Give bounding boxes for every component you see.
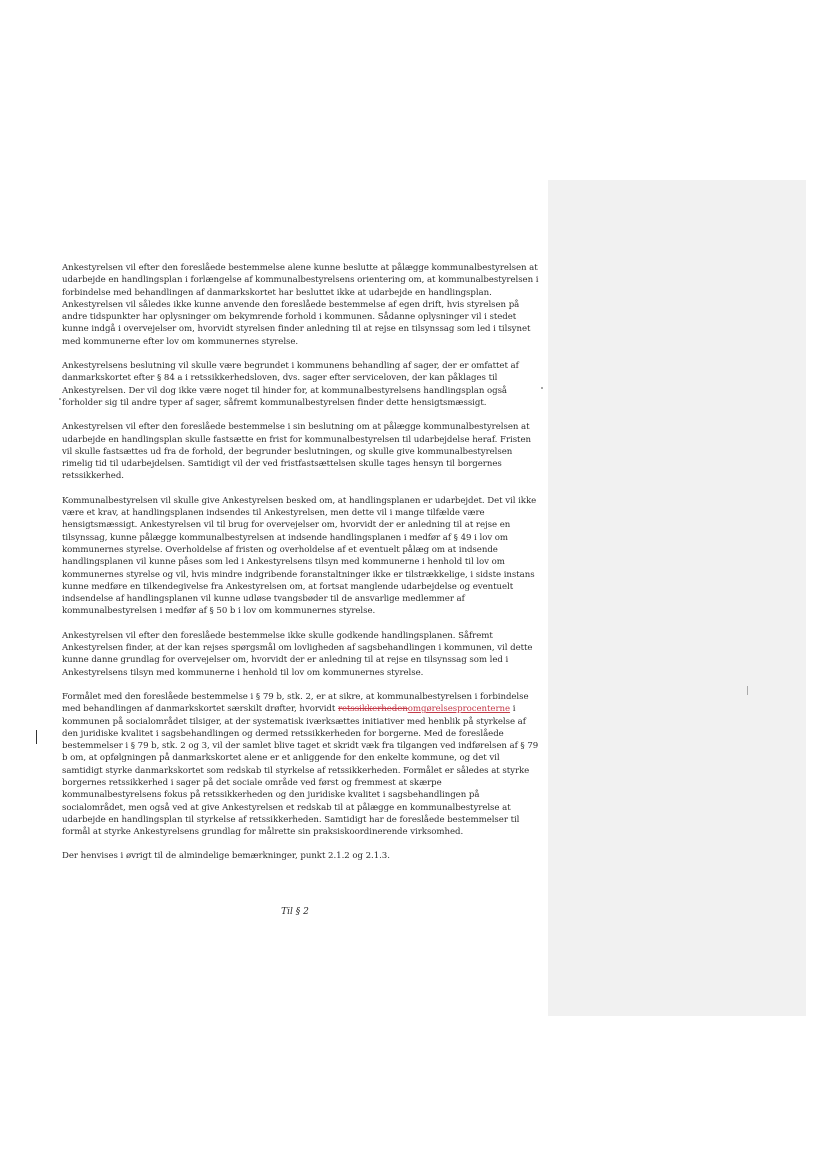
paragraph-4: Kommunalbestyrelsen vil skulle give Ankestyrelsen besked om, at handlingsplanen er udarbejdet. Det vil ikke være et krav, at handlingsplanen indsendes til Ankestyrelsen, men dette vil i mange tilfælde være hensigtsmæssigt. Ankestyrelsen vil til brug for overvejelser om, hvorvidt der er anledning til at rejse en tilsynssag, kunne pålægge kommunalbestyrelsen at indsende handlingsplanen i medfør af § 49 i lov om kommunernes styrelse. Overholdelse af fristen og overholdelse af et eventuelt pålæg om at indsende handlingsplanen vil kunne påses som led i Ankestyrelsens tilsyn med kommunerne i henhold til lov om kommunernes styrelse og vil, hvis mindre indgribende foranstaltninger ikke er tilstrækkelige, i sidste instans kunne medføre en tilkendegivelse fra Ankestyrelsen om, at fortsat manglende udarbejdelse og eventuelt indsendelse af handlingsplanen vil kunne udløse tvangsbøder til de ansvarlige medlemmer af kommunalbestyrelsen i medfør af § 50 b i lov om kommunernes styrelse.	[62, 495, 537, 617]
paragraph-2: Ankestyrelsens beslutning vil skulle være begrundet i kommunens behandling af sager, der er omfattet af danmarkskortet efter § 84 a i retssikkerhedsloven, dvs. sager efter serviceloven, der kan påklages til Ankestyrelsen. Der vil dog ikke være noget til hinder for, at kommunalbestyrelsens handlingsplan også forholder sig til andre typer af sager, såfremt kommunalbestyrelsen finder dette hensigtsmæssigt.	[62, 361, 519, 408]
scan-speck	[59, 398, 61, 400]
tracked-deletion: retssikkerheden	[337, 704, 408, 715]
closing-paragraph: Der henvises i øvrigt til de almindelige bemærkninger, punkt 2.1.2 og 2.1.3.	[62, 851, 390, 862]
paragraph-1: Ankestyrelsen vil efter den foreslåede bestemmelse alene kunne beslutte at pålægge kommunalbestyrelsen at udarbejde en handlingsplan i forlængelse af kommunalbestyrelsens orientering om, at kommunalbestyrelsen i forbindelse med behandlingen af danmarkskortet har besluttet ikke at udarbejde en handlingsplan. Ankestyrelsen vil således ikke kunne anvende den foreslåede bestemmelse af egen drift, hvis styrelsen på andre tidspunkter har oplysninger om bekymrende forhold i kommunen. Sådanne oplysninger vil i stedet kunne indgå i overvejelser om, hvorvidt styrelsen finder anledning til at rejse en tilsynssag som led i tilsynet med kommunerne efter lov om kommunernes styrelse.	[62, 263, 539, 347]
body-text	[62, 262, 540, 875]
scan-mark	[747, 686, 748, 695]
paragraph-5: Ankestyrelsen vil efter den foreslåede bestemmelse ikke skulle godkende handlingsplanen. Såfremt Ankestyrelsen finder, at der kan rejses spørgsmål om lovligheden af sagsbehandlingen i kommunen, vil dette kunne danne grundlag for overvejelser om, hvorvidt der er anledning til at rejse en tilsynssag som led i Ankestyrelsens tilsyn med kommunerne i henhold til lov om kommunernes styrelse.	[62, 630, 533, 678]
paragraph-3: Ankestyrelsen vil efter den foreslåede bestemmelse i sin beslutning om at pålægge kommunalbestyrelsen at udarbejde en handlingsplan skulle fastsætte en frist for kommunalbestyrelsen til udarbejdelse heraf. Fristen vil skulle fastsættes ud fra de forhold, der begrunder beslutningen, og skulle give kommunalbestyrelsen rimelig tid til udarbejdelsen. Samtidigt vil der ved fristfastsættelsen skulle tages hensyn til borgernes retssikkerhed.	[62, 422, 531, 482]
tracked-insertion: omgørelsesprocenterne	[407, 704, 511, 715]
change-bar-marker	[36, 730, 37, 744]
scan-speck	[541, 387, 543, 389]
purpose-text-after: i kommunen på socialområdet tilsiger, at der systematisk iværksættes initiativer med henblik på styrkelse af den juridiske kvalitet i sagsbehandlingen og dermed retssikkerheden for borgerne. Med de foreslåede bestemmelser i § 79 b, stk. 2 og 3, vil der samlet blive taget et skridt væk fra tilgangen ved indførelsen af § 79 b om, at opfølgningen på danmarkskortet alene er et anliggende for den enkelte kommune, og det vil samtidigt styrke danmarkskortet som redskab til styrkelse af retssikkerheden. Formålet er således at styrke borgernes retssikkerhed i sager på det sociale område ved først og fremmest at skærpe kommunalbestyrelsens fokus på retssikkerheden og den juridiske kvalitet i sagsbehandlingen på socialområdet, men også ved at give Ankestyrelsen et redskab til at pålægge en kommunalbestyrelse at udarbejde en handlingsplan til styrkelse af retssikkerheden. Samtidigt har de foreslåede bestemmelser til formål at styrke Ankestyrelsens grundlag for målrette sin praksiskoordinerende virksomhed.	[62, 704, 539, 838]
purpose-paragraph	[62, 691, 540, 839]
purpose-text-before: Formålet med den foreslåede bestemmelse i § 79 b, stk. 2, er at sikre, at kommunalbestyrelsen i forbindelse med behandlingen af danmarkskortet særskilt drøfter, hvorvidt	[62, 691, 529, 715]
section-heading: Til § 2	[281, 907, 309, 917]
comment-margin-panel	[548, 180, 806, 1016]
